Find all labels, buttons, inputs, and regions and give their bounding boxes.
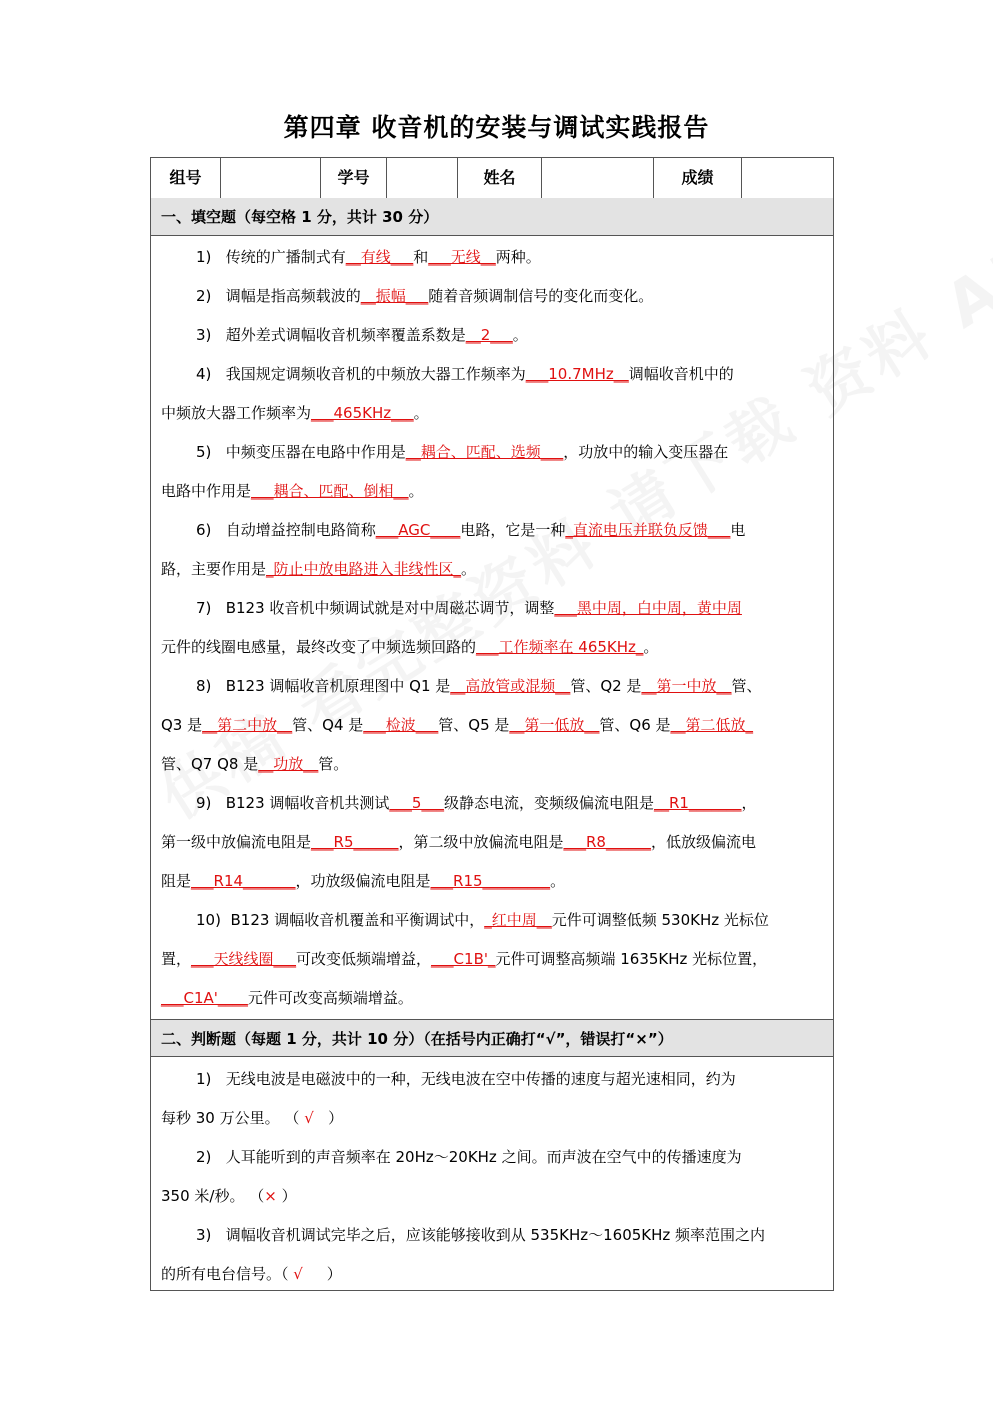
- q-text: 元件可调整高频端 1635KHz 光标位置，: [495, 950, 768, 968]
- q-text: 我国规定调频收音机的中频放大器工作频率为: [225, 365, 526, 383]
- answer: __功放__: [258, 755, 319, 773]
- question-9: [161, 784, 829, 823]
- answer: __有线___: [345, 248, 414, 266]
- question-8-cont: [161, 706, 829, 745]
- q-number: 2): [196, 1148, 212, 1166]
- fill-in-questions: [161, 238, 829, 1018]
- question-6-cont: [161, 550, 829, 589]
- answer: _防止中放电路进入非线性区_: [266, 560, 462, 578]
- question-4-cont: [161, 394, 829, 433]
- answer: ___C1B'_: [431, 950, 496, 968]
- answer: ___R15_________: [430, 872, 551, 890]
- q-text: 中频变压器在电路中作用是: [225, 443, 406, 461]
- answer: __耦合、匹配、选频___: [405, 443, 564, 461]
- judgement-1-cont: [161, 1099, 829, 1138]
- answer: ___5___: [389, 794, 444, 812]
- group-label: 组号: [151, 158, 221, 198]
- q-number: 1): [196, 248, 212, 266]
- q-text: 元件可调整低频 530KHz 光标位: [551, 911, 769, 929]
- q-text: 路，主要作用是: [161, 560, 267, 578]
- q-text: 和: [413, 248, 429, 266]
- answer: __第二低放_: [670, 716, 754, 734]
- q-number: 9): [196, 794, 212, 812]
- question-9-cont2: [161, 862, 829, 901]
- answer: ___AGC____: [375, 521, 461, 539]
- q-number: 3): [196, 326, 212, 344]
- name-value-cell[interactable]: [542, 158, 654, 198]
- question-6: [161, 511, 829, 550]
- q-text: 管。: [318, 755, 349, 773]
- q-text: 两种。: [495, 248, 541, 266]
- q-number: 3): [196, 1226, 212, 1244]
- question-8: [161, 667, 829, 706]
- q-text: ，功放中的输入变压器在: [563, 443, 729, 461]
- q-text: 随着音频调制信号的变化而变化。: [428, 287, 654, 305]
- judgement-1: [161, 1060, 829, 1099]
- q-number: 2): [196, 287, 212, 305]
- answer: __第二中放__: [202, 716, 293, 734]
- report-table: [150, 157, 834, 1291]
- q-text: 管、Q7 Q8 是: [161, 755, 259, 773]
- answer: ___10.7MHz__: [525, 365, 629, 383]
- q-text: 每秒 30 万公里。 （: [161, 1109, 300, 1127]
- question-4: [161, 355, 829, 394]
- answer: ___C1A'____: [161, 989, 248, 1007]
- question-7-cont: [161, 628, 829, 667]
- judgement-2: [161, 1138, 829, 1177]
- q-text: 无线电波是电磁波中的一种，无线电波在空中传播的速度与超光速相同，约为: [225, 1070, 736, 1088]
- check-mark: √: [293, 1265, 303, 1283]
- answer: ___R14_______: [191, 872, 296, 890]
- q-text: 元件可改变高频端增益。: [247, 989, 413, 1007]
- question-10: [161, 901, 829, 940]
- info-header-row: [151, 158, 833, 199]
- q-number: 6): [196, 521, 212, 539]
- question-10-cont: [161, 940, 829, 979]
- q-text: 中频放大器工作频率为: [161, 404, 312, 422]
- q-text: 置，: [161, 950, 192, 968]
- q-text: ，功放级偏流电阻是: [295, 872, 431, 890]
- q-text: 。: [461, 560, 477, 578]
- q-text: 。: [413, 404, 429, 422]
- judgement-questions: [161, 1060, 829, 1294]
- question-3: [161, 316, 829, 355]
- answer: ___465KHz___: [311, 404, 414, 422]
- q-text: 阻是: [161, 872, 192, 890]
- answer: __振幅___: [360, 287, 429, 305]
- q-text: B123 调幅收音机原理图中 Q1 是: [225, 677, 451, 695]
- answer: ___无线__: [428, 248, 496, 266]
- answer: _红中周__: [484, 911, 552, 929]
- q-number: 5): [196, 443, 212, 461]
- q-text: 调幅是指高频载波的: [225, 287, 361, 305]
- judgement-3-cont: [161, 1255, 829, 1294]
- group-value-cell[interactable]: [221, 158, 321, 198]
- q-text: B123 调幅收音机覆盖和平衡调试中，: [230, 911, 485, 929]
- answer: __高放管或混频__: [450, 677, 571, 695]
- section1-title: 一、填空题（每空格 1 分，共计 30 分）: [151, 198, 833, 236]
- q-text: Q3 是: [161, 716, 203, 734]
- q-text: ）: [328, 1109, 344, 1127]
- page-title: 第四章 收音机的安装与调试实践报告: [283, 113, 710, 142]
- answer: ___工作频率在 465KHz_: [476, 638, 644, 656]
- q-text: 调幅收音机中的: [628, 365, 734, 383]
- q-text: ）: [326, 1265, 342, 1283]
- judgement-3: [161, 1216, 829, 1255]
- q-text: 第一级中放偏流电阻是: [161, 833, 312, 851]
- q-text: 。: [408, 482, 424, 500]
- answer: ___天线线圈___: [191, 950, 297, 968]
- question-5: [161, 433, 829, 472]
- q-text: 元件的线圈电感量，最终改变了中频选频回路的: [161, 638, 477, 656]
- answer: _直流电压并联负反馈___: [565, 521, 731, 539]
- q-text: B123 收音机中频调试就是对中周磁芯调节，调整: [225, 599, 555, 617]
- q-text: 传统的广播制式有: [225, 248, 346, 266]
- q-text: 级静态电流，变频级偏流电阻是: [443, 794, 654, 812]
- q-text: 管、Q4 是: [292, 716, 364, 734]
- q-text: 管、Q2 是: [570, 677, 642, 695]
- q-number: 8): [196, 677, 212, 695]
- answer: ___耦合、匹配、倒相__: [251, 482, 409, 500]
- name-label: 姓名: [458, 158, 542, 198]
- q-text: ，第二级中放偏流电阻是: [398, 833, 564, 851]
- question-2: [161, 277, 829, 316]
- question-1: [161, 238, 829, 277]
- student-id-label: 学号: [321, 158, 387, 198]
- q-number: 10): [196, 911, 221, 929]
- q-text: 电路，它是一种: [460, 521, 566, 539]
- question-7: [161, 589, 829, 628]
- answer: __第一中放__: [641, 677, 732, 695]
- q-text: 超外差式调幅收音机频率覆盖系数是: [225, 326, 466, 344]
- score-label: 成绩: [654, 158, 742, 198]
- question-5-cont: [161, 472, 829, 511]
- q-text: 。: [550, 872, 566, 890]
- judgement-2-cont: [161, 1177, 829, 1216]
- cross-mark: ×: [264, 1187, 277, 1205]
- answer: ___黑中周，白中周，黄中周: [554, 599, 742, 617]
- answer: __第一低放__: [509, 716, 600, 734]
- section2-title: 二、判断题（每题 1 分，共计 10 分）（在括号内正确打“√”，错误打“×”）: [151, 1019, 833, 1057]
- q-text: 。: [643, 638, 659, 656]
- q-text: 。: [512, 326, 528, 344]
- answer: ___R8______: [563, 833, 651, 851]
- q-text: B123 调幅收音机共测试: [225, 794, 390, 812]
- q-text: ）: [281, 1187, 297, 1205]
- q-text: 自动增益控制电路简称: [225, 521, 376, 539]
- q-text: 电: [730, 521, 746, 539]
- check-mark: √: [304, 1109, 314, 1127]
- q-text: 管、Q5 是: [438, 716, 510, 734]
- q-text: 电路中作用是: [161, 482, 252, 500]
- q-text: 管、Q6 是: [599, 716, 671, 734]
- q-text: 可改变低频端增益，: [296, 950, 432, 968]
- score-value-cell[interactable]: [742, 158, 833, 198]
- question-9-cont: [161, 823, 829, 862]
- q-number: 1): [196, 1070, 212, 1088]
- question-8-cont2: [161, 745, 829, 784]
- q-text: 调幅收音机调试完毕之后，应该能够接收到从 535KHz～1605KHz 频率范围之内: [225, 1226, 766, 1244]
- q-number: 4): [196, 365, 212, 383]
- q-text: ，: [741, 794, 757, 812]
- answer: __R1_______: [653, 794, 742, 812]
- q-text: ，低放级偏流电: [650, 833, 756, 851]
- q-text: 管、: [731, 677, 762, 695]
- answer: __2___: [465, 326, 513, 344]
- q-text: 的所有电台信号。（: [161, 1265, 289, 1283]
- q-text: 人耳能听到的声音频率在 20Hz～20KHz 之间。而声波在空气中的传播速度为: [225, 1148, 742, 1166]
- q-text: 350 米/秒。 （: [161, 1187, 265, 1205]
- q-number: 7): [196, 599, 212, 617]
- question-10-cont2: [161, 979, 829, 1018]
- answer: ___R5______: [311, 833, 399, 851]
- answer: ___检波___: [363, 716, 439, 734]
- student-id-value-cell[interactable]: [387, 158, 458, 198]
